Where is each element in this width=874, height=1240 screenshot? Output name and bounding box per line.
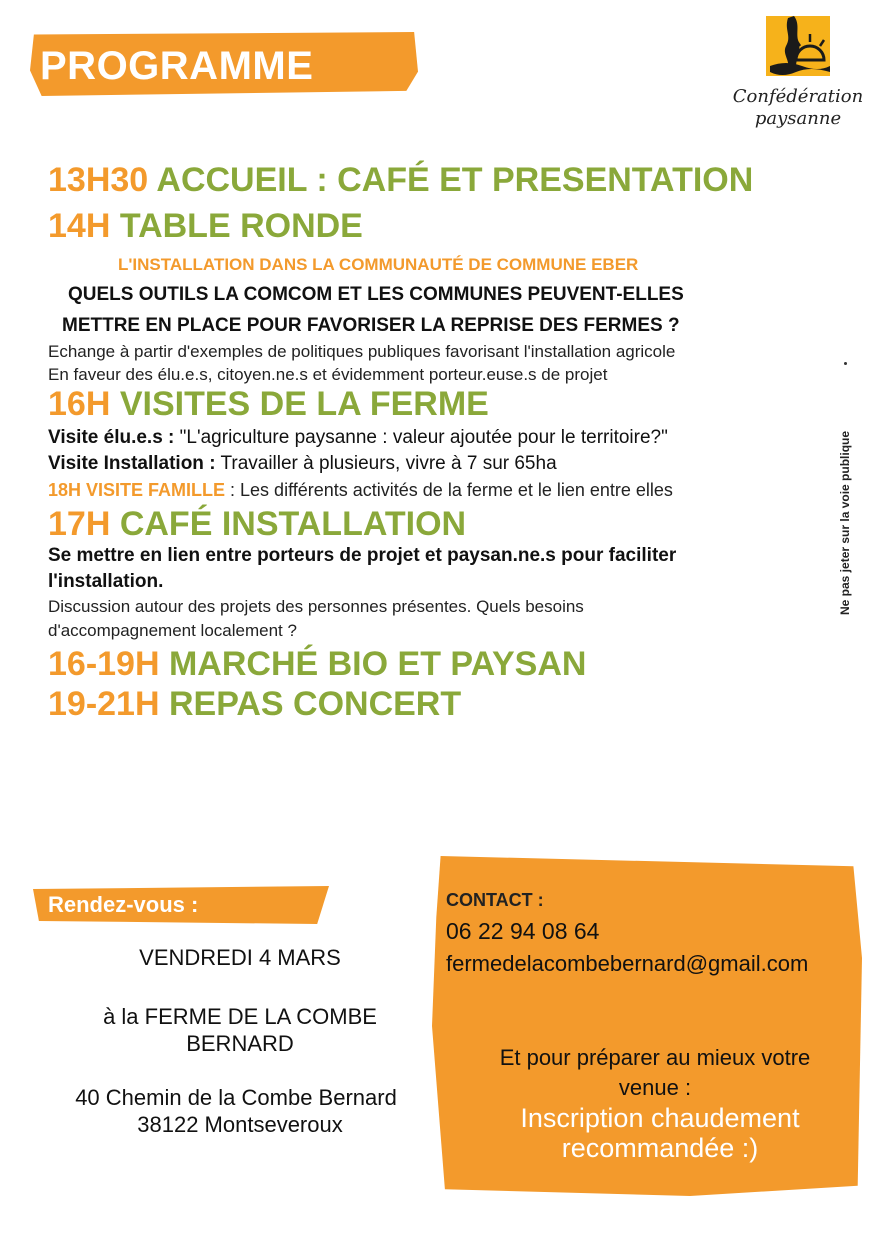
logo-text — [726, 86, 870, 130]
contact-email: fermedelacombebernard@gmail.com — [446, 951, 809, 976]
table-ronde-question-1: QUELS OUTILS LA COMCOM ET LES COMMUNES PEUVENT-ELLES — [68, 284, 684, 305]
time-label: 13H30 — [48, 161, 149, 199]
inscription-line-1: Inscription chaudement — [520, 1103, 800, 1133]
inscription-note — [440, 1103, 874, 1163]
preparation-line-1: Et pour préparer au mieux votre — [499, 1045, 811, 1070]
table-ronde-question-2: METTRE EN PLACE POUR FAVORISER LA REPRISE DES FERMES ? — [62, 315, 680, 336]
rendezvous-label: Rendez-vous : — [48, 892, 199, 917]
inscription-line-2: recommandée :) — [561, 1133, 759, 1163]
table-ronde-desc-2: En faveur des élu.e.s, citoyen.ne.s et évidemment porteur.euse.s de projet — [48, 365, 608, 384]
logo-line-2: paysanne — [754, 108, 842, 129]
programme-item-accueil — [48, 160, 753, 200]
table-ronde-subtitle: L'INSTALLATION DANS LA COMMUNAUTÉ DE COMMUNE EBER — [118, 255, 639, 274]
page-title: PROGRAMME — [40, 44, 314, 88]
visite-elus-text: "L'agriculture paysanne : valeur ajoutée pour le territoire?" — [174, 427, 668, 448]
cafe-desc-2: l'installation. — [48, 571, 164, 592]
rendezvous-address-2: 38122 Montseveroux — [137, 1112, 343, 1137]
item-title: VISITES DE LA FERME — [110, 385, 489, 423]
time-label: 19-21H — [48, 685, 160, 723]
visite-famille-text: : Les différents activités de la ferme et le lien entre elles — [225, 480, 673, 500]
preparation-note — [440, 1043, 870, 1103]
table-ronde-desc-1: Echange à partir d'exemples de politiques publiques favorisant l'installation agricole — [48, 342, 676, 361]
visite-installation-label: Visite Installation : — [48, 453, 216, 474]
time-label: 17H — [48, 505, 111, 543]
time-label: 16H — [48, 385, 111, 423]
visite-installation-text: Travailler à plusieurs, vivre à 7 sur 65ha — [215, 453, 557, 474]
visite-elus-label: Visite élu.e.s : — [48, 427, 175, 448]
item-title: ACCUEIL : CAFÉ ET PRESENTATION — [148, 161, 754, 199]
time-label: 14H — [48, 207, 111, 245]
vertical-note: Ne pas jeter sur la voie publique — [838, 430, 852, 615]
preparation-line-2: venue : — [618, 1075, 692, 1100]
programme-item-repas — [48, 684, 461, 724]
item-title: TABLE RONDE — [110, 207, 363, 245]
logo-line-1: Confédération — [732, 86, 864, 107]
cafe-desc-3: Discussion autour des projets des personnes présentes. Quels besoins — [48, 597, 584, 616]
programme-item-table-ronde — [48, 206, 363, 246]
visite-famille — [48, 480, 673, 501]
dot-mark — [844, 362, 847, 365]
rendezvous-place-2: BERNARD — [186, 1031, 294, 1056]
item-title: MARCHÉ BIO ET PAYSAN — [159, 645, 587, 683]
contact-label: CONTACT : — [446, 890, 544, 910]
programme-item-visites — [48, 384, 489, 424]
time-label: 16-19H — [48, 645, 160, 683]
visite-elus — [48, 427, 668, 449]
item-title: CAFÉ INSTALLATION — [110, 505, 467, 543]
programme-item-cafe-installation — [48, 504, 466, 544]
rendezvous-place-1: à la FERME DE LA COMBE — [103, 1004, 377, 1029]
visite-installation — [48, 453, 557, 475]
rendezvous-date: VENDREDI 4 MARS — [139, 945, 341, 970]
visite-famille-label: 18H VISITE FAMILLE — [48, 480, 226, 500]
rendezvous-address-1: 40 Chemin de la Combe Bernard — [75, 1085, 397, 1110]
sun-field-icon — [766, 16, 830, 76]
contact-phone: 06 22 94 08 64 — [446, 918, 600, 944]
cafe-desc-1: Se mettre en lien entre porteurs de projet et paysan.ne.s pour faciliter — [48, 545, 677, 566]
programme-item-marche — [48, 644, 586, 684]
cafe-desc-4: d'accompagnement localement ? — [48, 621, 297, 640]
item-title: REPAS CONCERT — [159, 685, 462, 723]
confederation-paysanne-logo — [766, 16, 830, 76]
